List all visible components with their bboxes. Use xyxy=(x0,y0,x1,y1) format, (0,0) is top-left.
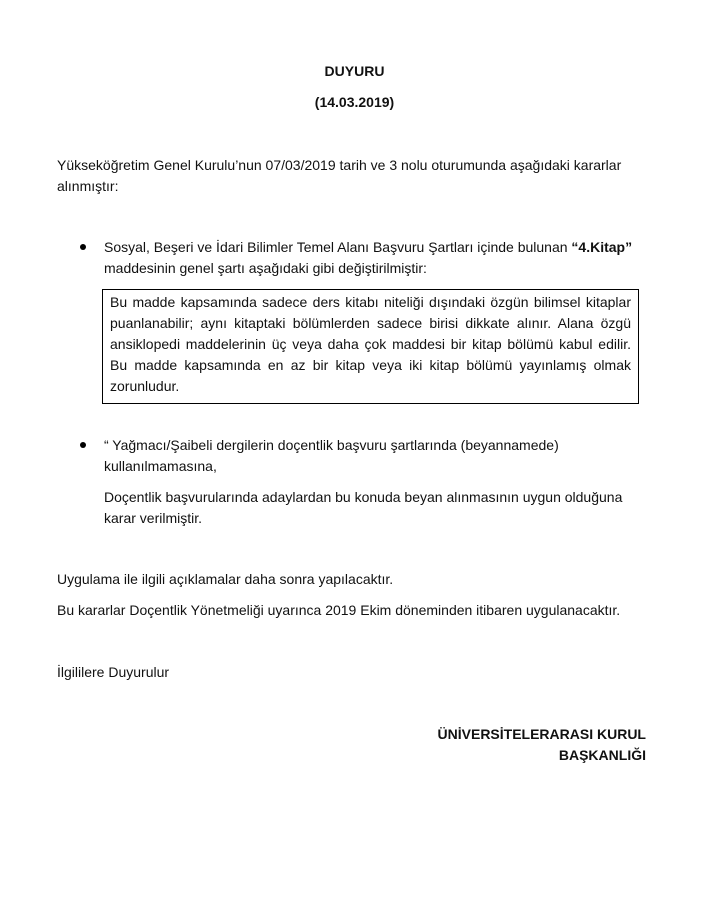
intro-paragraph: Yükseköğretim Genel Kurulu’nun 07/03/2019 tarih ve 3 nolu oturumunda aşağıdaki kararlar alınmıştır: xyxy=(57,157,622,194)
quoted-box: Bu madde kapsamında sadece ders kitabı niteliği dışındaki özgün bilimsel kitaplar puanlanabilir; aynı kitaptaki bölümlerden sadece birisi dikkate alınır. Alana özgü ansiklopedi maddelerinin üç veya daha çok maddesi bir kitap bölümü kabul edilir. Bu madde kapsamında en az bir kitap veya iki kitap bölümü yayınlamış olmak zorunludur. xyxy=(102,289,639,404)
paragraph: Bu kararlar Doçentlik Yönetmeliği uyarınca 2019 Ekim döneminden itibaren uygulanacaktır. xyxy=(57,602,621,618)
item-highlight: “4.Kitap” xyxy=(571,239,633,255)
list-item xyxy=(104,237,664,279)
item-text-after: maddesinin genel şartı aşağıdaki gibi değiştirilmiştir: xyxy=(104,260,427,276)
item-text-before: Sosyal, Beşeri ve İdari Bilimler Temel Alanı Başvuru Şartları içinde bulunan xyxy=(104,239,572,255)
bullet-icon xyxy=(80,442,86,448)
document-title: DUYURU xyxy=(324,63,385,79)
closing-line: İlgililere Duyurulur xyxy=(57,664,170,680)
document-date: (14.03.2019) xyxy=(314,94,395,110)
list-item: “ Yağmacı/Şaibeli dergilerin doçentlik başvuru şartlarında (beyannamede) kullanılmamasına, xyxy=(104,437,559,474)
signature: ÜNİVERSİTELERARASI KURUL BAŞKANLIĞI xyxy=(437,726,646,763)
list-item-subtext: Doçentlik başvurularında adaylardan bu konuda beyan alınmasının uygun olduğuna karar verilmiştir. xyxy=(104,489,623,526)
paragraph: Uygulama ile ilgili açıklamalar daha sonra yapılacaktır. xyxy=(57,571,394,587)
bullet-icon xyxy=(80,244,86,250)
